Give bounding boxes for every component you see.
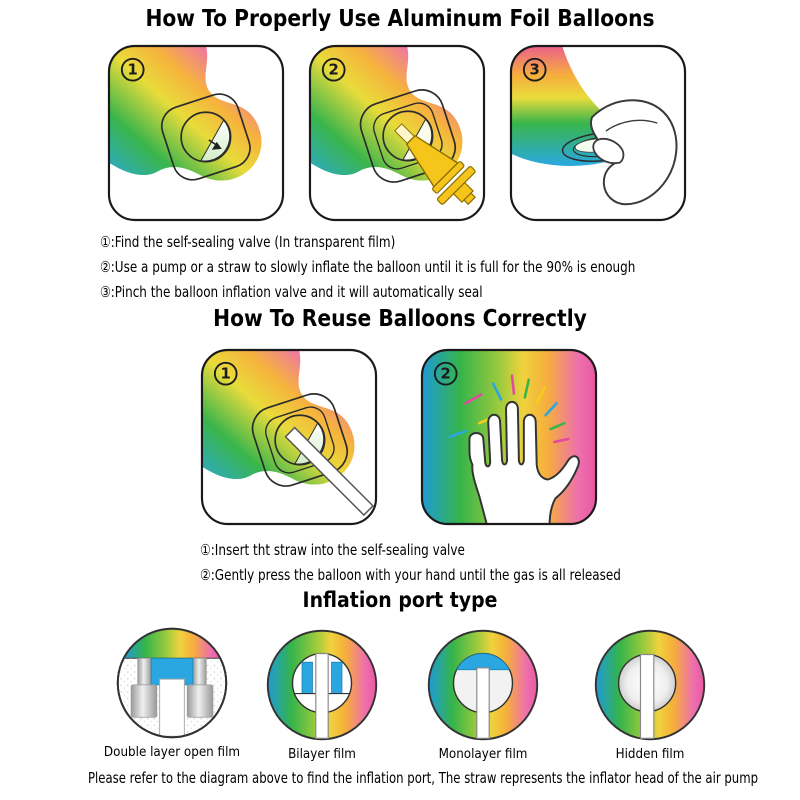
- film-blue-layer: [332, 662, 342, 693]
- port-type-double-layer: [97, 624, 247, 760]
- step-text: ②:Gently press the balloon with your hand until the gas is all released: [200, 566, 621, 584]
- section1-steps: [100, 230, 635, 305]
- straw-icon: [316, 654, 328, 739]
- straw-icon: [640, 655, 653, 739]
- panel-inflate-pump: [308, 44, 486, 222]
- section3-title: Inflation port type: [302, 588, 498, 612]
- svg-text:2: 2: [440, 365, 451, 383]
- hand-icon: [591, 100, 677, 204]
- step-text: ③:Pinch the balloon inflation valve and it will automatically seal: [100, 283, 483, 301]
- port-diagram-double-layer-icon: [113, 624, 231, 742]
- svg-text:1: 1: [127, 61, 138, 79]
- step-text: ①:Find the self-sealing valve (In transparent film): [100, 233, 396, 251]
- port-type-monolayer: [408, 626, 558, 762]
- port-label: Hidden film: [615, 747, 685, 762]
- step-text: ②:Use a pump or a straw to slowly inflate the balloon until it is full for the 90% is enough: [100, 258, 636, 276]
- straw-icon: [160, 679, 185, 736]
- film-blue-layer: [302, 662, 312, 693]
- port-label: Monolayer film: [438, 747, 528, 762]
- section2-panel-row: [200, 348, 598, 526]
- port-diagram-monolayer-icon: [424, 626, 542, 744]
- port-diagram-bilayer-icon: [263, 626, 381, 744]
- svg-text:1: 1: [220, 365, 231, 383]
- svg-text:2: 2: [328, 61, 339, 79]
- straw-icon: [477, 668, 489, 738]
- section1-panel-row: [107, 44, 687, 222]
- section2-steps: [200, 538, 621, 588]
- step-text: ①:Insert tht straw into the self-sealing valve: [200, 541, 465, 559]
- footnote-text: Please refer to the diagram above to find the inflation port, The straw represents the inflator head of the air pump: [88, 769, 759, 787]
- port-type-bilayer: [247, 626, 397, 762]
- port-label: Double layer open film: [103, 745, 241, 760]
- section2-title: How To Reuse Balloons Correctly: [213, 306, 587, 332]
- panel-press-hand: [420, 348, 598, 526]
- svg-text:3: 3: [529, 61, 540, 79]
- panel-pinch-seal: [509, 44, 687, 222]
- port-label: Bilayer film: [288, 747, 356, 762]
- port-type-hidden: [575, 626, 725, 762]
- panel-insert-straw: [200, 348, 378, 526]
- panel-find-valve: [107, 44, 285, 222]
- port-diagram-hidden-icon: [591, 626, 709, 744]
- section1-title: How To Properly Use Aluminum Foil Balloons: [145, 6, 655, 32]
